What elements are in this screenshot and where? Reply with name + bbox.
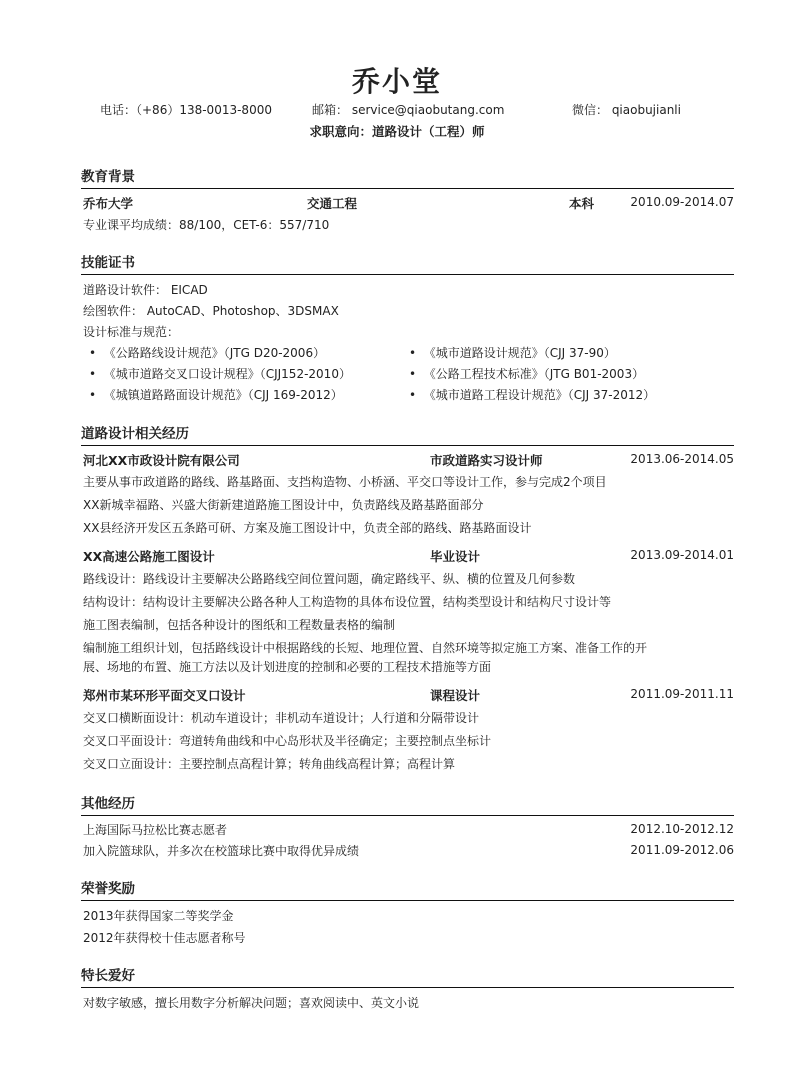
experience-line: 施工图表编制，包括各种设计的图纸和工程数量表格的编制 xyxy=(83,618,396,632)
experience-line: 展、场地的布置、施工方法以及计划进度的控制和必要的工程技术措施等方面 xyxy=(83,660,492,674)
experience-line: 交叉口横断面设计：机动车道设计；非机动车道设计；人行道和分隔带设计 xyxy=(83,711,480,725)
period: 2010.09-2014.07 xyxy=(630,195,734,209)
major: 交通工程 xyxy=(307,196,358,211)
section-title: 其他经历 xyxy=(81,796,734,816)
experience-period: 2013.09-2014.01 xyxy=(630,548,734,562)
section-title: 特长爱好 xyxy=(81,968,734,988)
standard-item: • 《城镇道路路面设计规范》（CJJ 169-2012） xyxy=(89,388,343,402)
school: 乔布大学 xyxy=(83,196,134,211)
honors-section xyxy=(81,881,734,947)
education-detail: 专业课平均成绩：88/100，CET-6：557/710 xyxy=(83,218,330,232)
section-title: 技能证书 xyxy=(81,255,734,275)
experience-org: XX高速公路施工图设计 xyxy=(83,549,215,564)
experience-org: 河北XX市政设计院有限公司 xyxy=(83,453,240,468)
skills-section xyxy=(81,255,734,405)
honor-item: 2012年获得校十佳志愿者称号 xyxy=(83,931,246,945)
section-title: 道路设计相关经历 xyxy=(81,426,734,446)
wechat: 微信： qiaobujianli xyxy=(572,103,681,117)
other-experience-section xyxy=(81,796,734,862)
experience-line: XX新城幸福路、兴盛大街新建道路施工图设计中，负责路线及路基路面部分 xyxy=(83,498,484,512)
other-experience-period: 2011.09-2012.06 xyxy=(630,843,734,857)
experience-line: 编制施工组织计划，包括路线设计中根据路线的长短、地理位置、自然环境等拟定施工方案、准备工作的开 xyxy=(83,641,648,655)
hobbies-section xyxy=(81,968,734,1012)
candidate-name: 乔小堂 xyxy=(351,65,442,98)
experience-role: 毕业设计 xyxy=(430,549,481,564)
experience-line: 交叉口平面设计：弯道转角曲线和中心岛形状及半径确定；主要控制点坐标计 xyxy=(83,734,492,748)
experience-role: 课程设计 xyxy=(430,688,481,703)
experience-line: 交叉口立面设计：主要控制点高程计算；转角曲线高程计算；高程计算 xyxy=(83,757,456,771)
other-experience-period: 2012.10-2012.12 xyxy=(630,822,734,836)
section-title: 荣誉奖励 xyxy=(81,881,734,901)
education-section xyxy=(81,169,734,239)
road-experience-section xyxy=(81,426,734,776)
degree: 本科 xyxy=(569,196,595,211)
standard-item: • 《公路工程技术标准》（JTG B01-2003） xyxy=(409,367,645,381)
road-software: 道路设计软件： EICAD xyxy=(83,283,208,297)
section-title: 教育背景 xyxy=(81,169,734,189)
other-experience-item: 加入院篮球队，并多次在校篮球比赛中取得优异成绩 xyxy=(83,844,360,858)
experience-period: 2011.09-2011.11 xyxy=(630,687,734,701)
hobbies-text: 对数字敏感，擅长用数字分析解决问题；喜欢阅读中、英文小说 xyxy=(83,996,420,1010)
experience-line: 结构设计：结构设计主要解决公路各种人工构造物的具体布设位置，结构类型设计和结构尺寸设计等 xyxy=(83,595,612,609)
honor-item: 2013年获得国家二等奖学金 xyxy=(83,909,234,923)
email: 邮箱： service@qiaobutang.com xyxy=(312,103,505,117)
job-objective: 求职意向：道路设计（工程）师 xyxy=(309,124,485,139)
other-experience-item: 上海国际马拉松比赛志愿者 xyxy=(83,823,228,837)
phone: 电话：（+86）138-0013-8000 xyxy=(100,103,272,117)
standards-label: 设计标准与规范： xyxy=(83,325,180,339)
standard-item: • 《城市道路工程设计规范》（CJJ 37-2012） xyxy=(409,388,656,402)
standard-item: • 《公路路线设计规范》（JTG D20-2006） xyxy=(89,346,326,360)
experience-period: 2013.06-2014.05 xyxy=(630,452,734,466)
experience-line: XX县经济开发区五条路可研、方案及施工图设计中，负责全部的路线、路基路面设计 xyxy=(83,521,532,535)
experience-line: 主要从事市政道路的路线、路基路面、支挡构造物、小桥涵、平交口等设计工作，参与完成2个项目 xyxy=(83,475,607,489)
experience-line: 路线设计：路线设计主要解决公路路线空间位置问题，确定路线平、纵、横的位置及几何参数 xyxy=(83,572,576,586)
standard-item: • 《城市道路交叉口设计规程》（CJJ152-2010） xyxy=(89,367,351,381)
drawing-software: 绘图软件： AutoCAD、Photoshop、3DSMAX xyxy=(83,304,339,318)
standard-item: • 《城市道路设计规范》（CJJ 37-90） xyxy=(409,346,616,360)
experience-org: 郑州市某环形平面交叉口设计 xyxy=(83,688,246,703)
experience-role: 市政道路实习设计师 xyxy=(430,453,543,468)
